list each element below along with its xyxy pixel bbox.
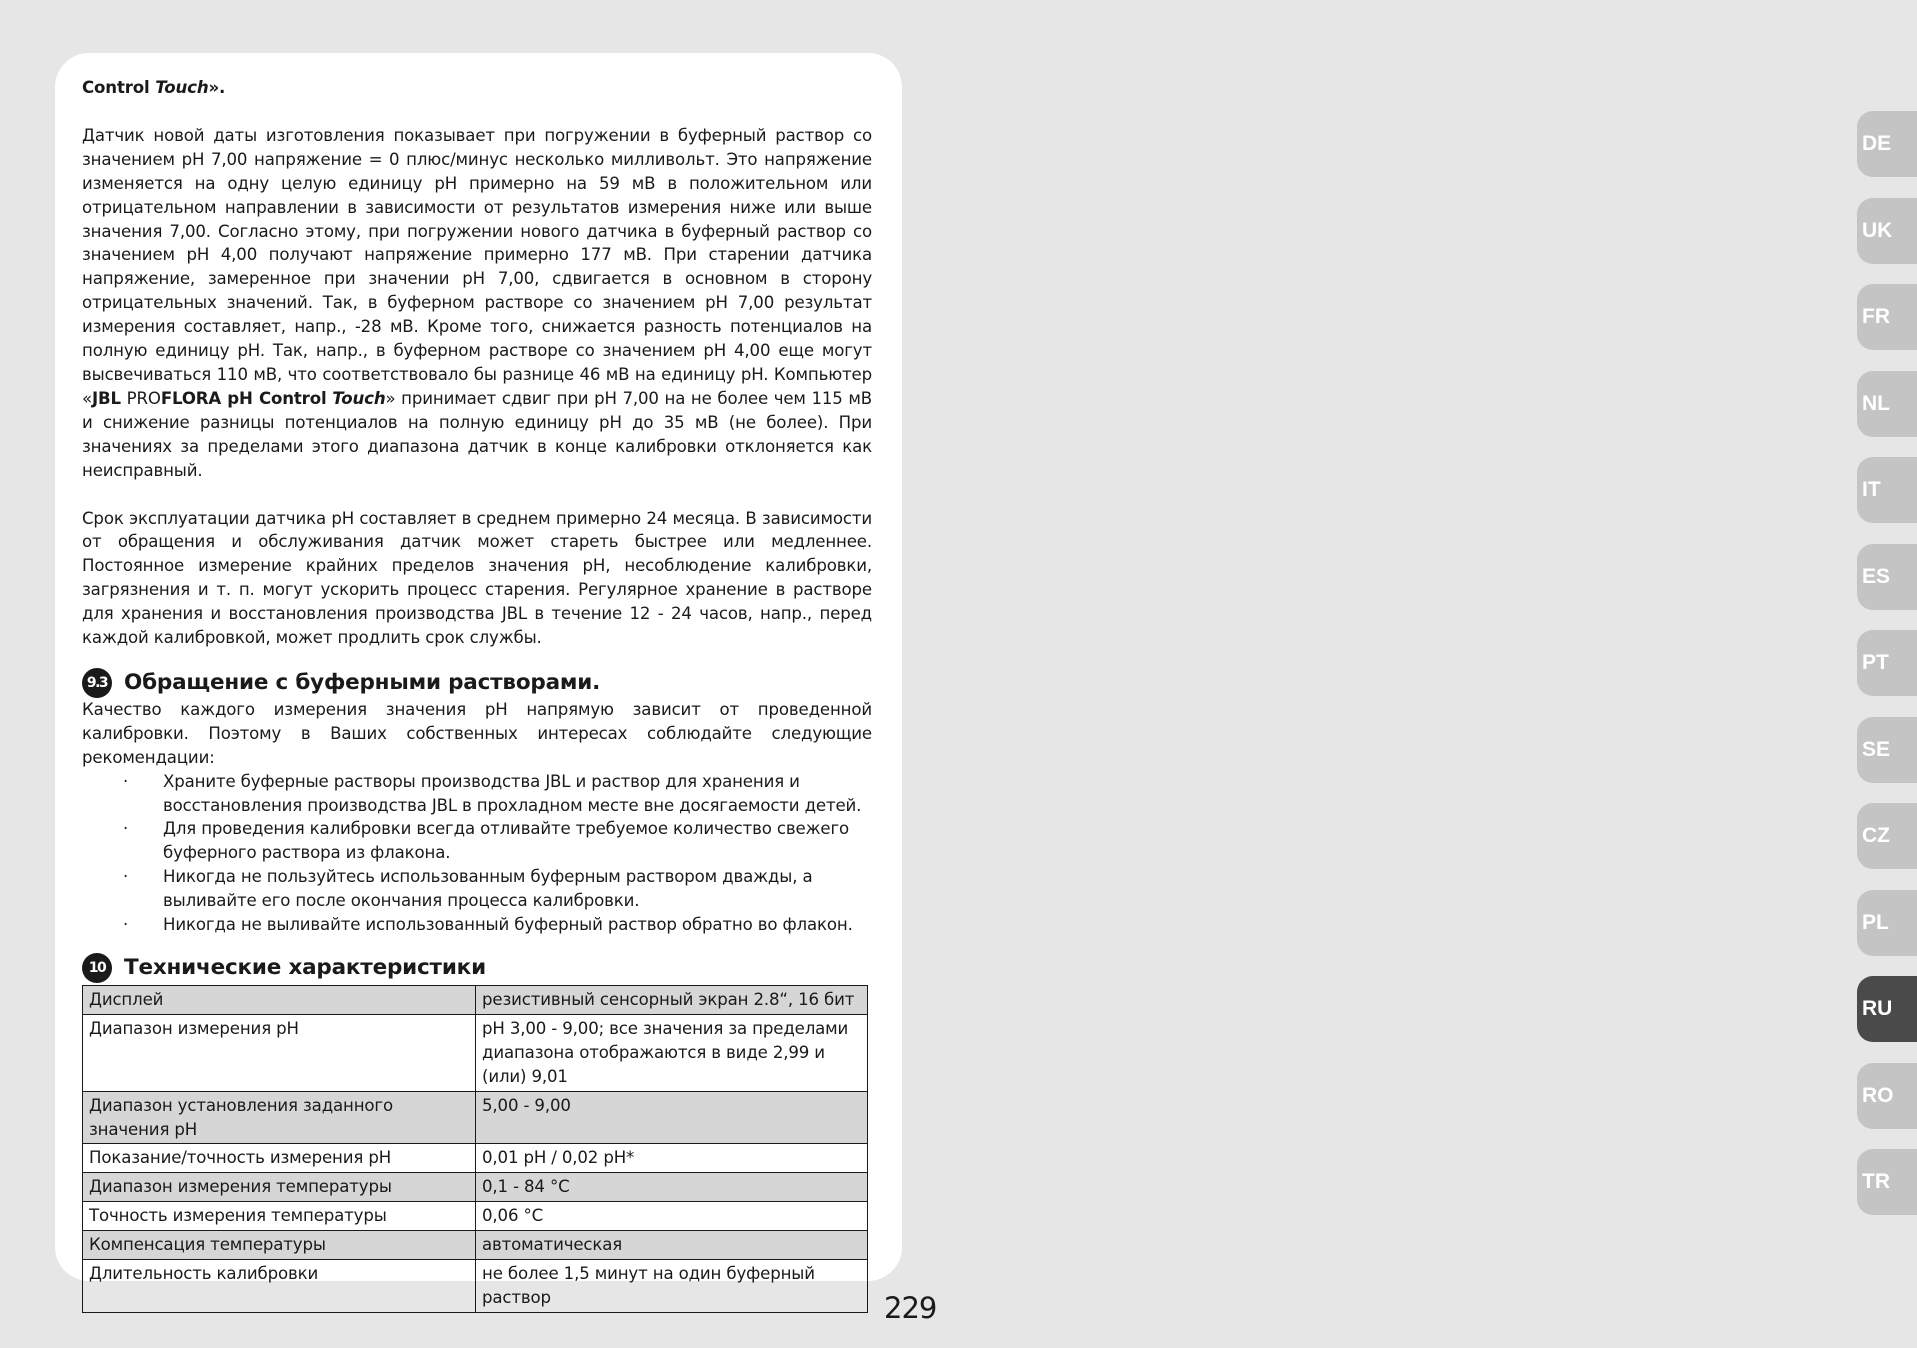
table-row [83,1260,868,1313]
table-row [83,1144,868,1173]
language-tab-it[interactable]: IT [1857,457,1917,523]
list-item-text: Для проведения калибровки всегда отливайте требуемое количество свежего буферного раствора из флакона. [163,819,850,863]
section-9-3-intro: Качество каждого измерения значения pH напрямую зависит от проведенной калибровки. Поэтому в Ваших собственных интересах соблюдайте следующие рекомендации: [82,699,872,767]
table-row [83,1014,868,1091]
language-tab-cz[interactable]: CZ [1857,803,1917,869]
section-title: Технические характеристики [124,955,486,980]
table-row [83,1173,868,1202]
brand-jbl: JBL [92,388,121,408]
table-row [83,1231,868,1260]
spec-value: автоматическая [476,1231,868,1260]
spec-label: Длительность калибровки [83,1260,476,1313]
section-title: Обращение с буферными растворами. [124,669,601,695]
spec-label: Точность измерения температуры [83,1202,476,1231]
table-row [83,1091,868,1144]
section-9-3-heading [82,668,872,698]
language-tab-de[interactable]: DE [1857,111,1917,177]
page-number: 229 [884,1291,937,1325]
spec-value: 0,06 °C [476,1202,868,1231]
language-tab-pt[interactable]: PT [1857,630,1917,696]
brand-touch: Touch [332,388,386,408]
paragraph-sensor-voltage [82,124,872,483]
intro-suffix: ». [208,78,226,97]
spec-value: pH 3,00 - 9,00; все значения за пределами диапазона отображаются в виде 2,99 и (или) 9,01 [476,1014,868,1091]
language-tab-nl[interactable]: NL [1857,371,1917,437]
paragraph-sensor-lifetime: Срок эксплуатации датчика pH составляет в среднем примерно 24 месяца. В зависимости от обращения и обслуживания датчик может стареть быстрее или медленнее. Постоянное измерение крайних пределов значения pH, несоблюдение калибровки, загрязнения и т. п. могут ускорить процесс старения. Регулярное хранение в растворе для хранения и восстановления производства JBL в течение 12 - 24 часов, напр., перед каждой калибровкой, может продлить срок службы. [82,508,872,648]
brand-pro: PRO [120,388,161,408]
language-tab-fr[interactable]: FR [1857,284,1917,350]
intro-italic: Touch [155,78,209,97]
spec-label: Дисплей [83,986,476,1015]
recommendation-list [82,770,872,937]
page-content [82,76,872,1313]
language-tab-uk[interactable]: UK [1857,198,1917,264]
list-item [82,913,872,937]
language-tab-tr[interactable]: TR [1857,1149,1917,1215]
list-item-text: Никогда не пользуйтесь использованным буферным раствором дважды, а выливайте его после окончания процесса калибровки. [163,867,813,911]
brand-flora: FLORA pH Control [160,388,327,408]
spec-value: 0,1 - 84 °C [476,1173,868,1202]
intro-line [82,76,872,100]
section-number-badge: 9.3 [82,668,112,698]
bullet-dot: · [123,819,129,839]
language-tab-se[interactable]: SE [1857,717,1917,783]
paragraph1-text: Датчик новой даты изготовления показывает при погружении в буферный раствор со значением pH 7,00 напряжение = 0 плюс/минус несколько милливольт. Это напряжение изменяется на одну целую единицу pH примерно на 59 мВ в положительном или отрицательном направлении в зависимости от результатов измерения ниже или выше значения 7,00. Согласно этому, при погружении нового датчика в буферный раствор со значением pH 4,00 получают напряжение примерно 177 мВ. При старении датчика напряжение, замеренное при значении pH 7,00, сдвигается в основном в сторону отрицательных значений. Так, в буферном растворе со значением pH 7,00 результат измерения составляет, напр., -28 мВ. Кроме того, снижается разность потенциалов на полную единицу pH. Так, напр., в буферном растворе со значением pH 4,00 еще могут высвечиваться 110 мВ, что соответствовало бы разнице 46 мВ на единицу pH. Компьютер « [82,125,872,408]
intro-prefix: Control [82,78,156,97]
spec-value: 5,00 - 9,00 [476,1091,868,1144]
specifications-table [82,985,868,1313]
spec-value: не более 1,5 минут на один буферный раствор [476,1260,868,1313]
language-tab-es[interactable]: ES [1857,544,1917,610]
language-tab-pl[interactable]: PL [1857,890,1917,956]
spec-value: резистивный сенсорный экран 2.8“, 16 бит [476,986,868,1015]
table-row [83,1202,868,1231]
spec-label: Диапазон измерения температуры [83,1173,476,1202]
list-item-text: Никогда не выливайте использованный буферный раствор обратно во флакон. [163,915,853,935]
section-number-badge: 10 [82,953,112,983]
language-tab-ro[interactable]: RO [1857,1063,1917,1129]
spec-label: Диапазон установления заданного значения pH [83,1091,476,1144]
list-item [82,865,872,913]
list-item-text: Храните буферные растворы производства JBL и раствор для хранения и восстановления производства JBL в прохладном месте вне досягаемости детей. [163,771,862,815]
spec-value: 0,01 pH / 0,02 pH* [476,1144,868,1173]
bullet-dot: · [123,867,129,887]
language-tab-ru[interactable]: RU [1857,976,1917,1042]
bullet-dot: · [123,771,129,791]
spec-label: Показание/точность измерения pH [83,1144,476,1173]
spec-label: Компенсация температуры [83,1231,476,1260]
list-item [82,770,872,818]
list-item [82,817,872,865]
section-10-heading [82,953,872,983]
table-row [83,986,868,1015]
spec-label: Диапазон измерения pH [83,1014,476,1091]
paragraph1-end: » принимает сдвиг при pH 7,00 на не более чем 115 мВ и снижение разницы потенциалов на полную единицу pH до 35 мВ (не более). При значениях за пределами этого диапазона датчик в конце калибровки отклоняется как неисправный. [82,388,872,480]
bullet-dot: · [123,915,129,935]
